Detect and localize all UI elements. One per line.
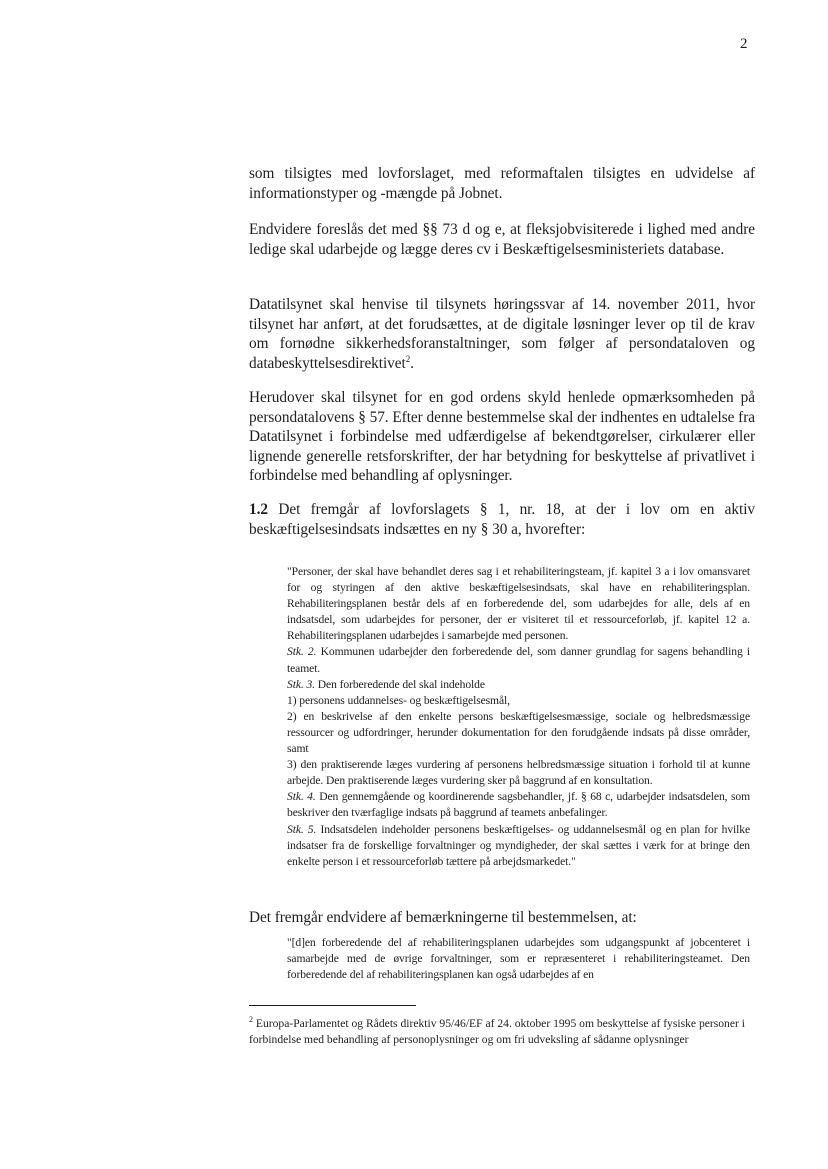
stk-3-text: Den forberedende del skal indeholde xyxy=(317,677,485,691)
paragraph-remarks: Det fremgår endvidere af bemærkningerne til bestemmelsen, at: xyxy=(249,909,637,926)
paragraph-cv-database: Endvidere foreslås det med §§ 73 d og e, at fleksjobvisiterede i lighed med andre ledige skal udarbejde og lægge deres cv i Beskæftigelsesministeriets database. xyxy=(249,221,755,258)
paragraph-reform: som tilsigtes med lovforslaget, med reformaftalen tilsigtes en udvidelse af informationstyper og -mængde på Jobnet. xyxy=(249,165,755,202)
footnote-divider xyxy=(249,1005,416,1006)
stk-3-item-1: 1) personens uddannelses- og beskæftigelsesmål, xyxy=(287,693,510,707)
stk-5-label: Stk. 5. xyxy=(287,822,317,836)
paragraph-hearing-response xyxy=(249,295,755,373)
stk-2-label: Stk. 2. xyxy=(287,645,317,659)
footnote-text: Europa-Parlamentet og Rådets direktiv 95/46/EF af 24. oktober 1995 om beskyttelse af fysiske personer i forbindelse med behandling af personoplysninger og om fri udveksling af sådanne oplysninger xyxy=(249,1017,745,1046)
section-number: 1.2 xyxy=(249,501,268,518)
footnote-marker: 2 xyxy=(249,1015,253,1025)
footnote-reference[interactable]: 2 xyxy=(405,353,411,364)
paragraph-hearing-text: Datatilsynet skal henvise til tilsynets høringssvar af 14. november 2011, hvor tilsynet har anført, at det forudsættes, at de digitale løsninger lever op til de krav om fornødne sikkerhedsforanstaltninger, som følger af persondataloven og databeskyttelsesdirektivet xyxy=(249,296,755,372)
quote-stk-3 xyxy=(287,677,750,693)
page-number: 2 xyxy=(740,36,748,52)
stk-4-label: Stk. 4. xyxy=(287,790,316,804)
stk-2-text: Kommunen udarbejder den forberedende del, som danner grundlag for sagens behandling i teamet. xyxy=(287,645,750,675)
paragraph-section-57: Herudover skal tilsynet for en god ordens skyld henlede opmærksomheden på persondatalovens § 57. Efter denne bestemmelse skal der indhentes en udtalelse fra Datatilsynet i forbindelse med udfærdigelse af bekendtgørelser, cirkulærer eller lignende generelle retsforskrifter, der har betydning for beskyttelse af privatlivet i forbindelse med behandling af oplysninger. xyxy=(249,389,755,485)
quote-remarks xyxy=(287,935,750,983)
quote-section-30a xyxy=(287,564,750,870)
stk-5-text: Indsatsdelen indeholder personens beskæftigelses- og uddannelsesmål og en plan for hvilke indsatser fra de forskellige forvaltninger og myndigheder, der skal sættes i værk for at bringe den enkelte person i et ressourceforløb tættere på arbejdsmarkedet." xyxy=(287,822,750,868)
stk-3-item-3: 3) den praktiserende læges vurdering af personens helbredsmæssige situation i forhold til at kunne arbejde. Den praktiserende læges vurdering sker på baggrund af en konsultation. xyxy=(287,758,750,788)
quote-remarks-text: "[d]en forberedende del af rehabiliteringsplanen udarbejdes som udgangspunkt af jobcenteret i samarbejde med de øvrige forvaltninger, som er repræsenteret i rehabiliteringsteamet. Den forberedende del af rehabiliteringsplanen kan også udarbejdes af en xyxy=(287,936,750,982)
footnote xyxy=(249,1016,755,1047)
quote-stk-2 xyxy=(287,644,750,676)
stk-4-text: Den gennemgående og koordinerende sagsbehandler, jf. § 68 c, udarbejder indsatsdelen, som beskriver den tværfaglige indsats på baggrund af teamets anbefalinger. xyxy=(287,790,750,820)
paragraph-section-1-2 xyxy=(249,500,755,539)
stk-3-label: Stk. 3. xyxy=(287,677,315,691)
stk-3-item-2: 2) en beskrivelse af den enkelte persons beskæftigelsesmæssige, sociale og helbredsmæssige ressourcer og udfordringer, herunder dokumentation for den forudgående indsats på disse områder, samt xyxy=(287,709,750,756)
quote-stk-5 xyxy=(287,822,750,870)
quote-stk-4 xyxy=(287,789,750,821)
quote-intro: "Personer, der skal have behandlet deres sag i et rehabiliteringsteam, jf. kapitel 3 a i lov omansvaret for og styringen af den aktive beskæftigelsesindsats, skal have en rehabiliteringsplan. Rehabiliteringsplanen består dels af en forberedende del, som udarbejdes for alle, dels af en indsatsdel, som udarbejdes for personer, der er visiteret til et ressourceforløb, jf. kapitel 12 a. Rehabiliteringsplanen udarbejdes i samarbejde med personen. xyxy=(287,565,750,643)
paragraph-hearing-end: . xyxy=(410,354,414,372)
footnote-text-line xyxy=(249,1016,755,1047)
section-1-2-text: Det fremgår af lovforslagets § 1, nr. 18, at der i lov om en aktiv beskæftigelsesindsats indsættes en ny § 30 a, hvorefter: xyxy=(249,501,755,538)
